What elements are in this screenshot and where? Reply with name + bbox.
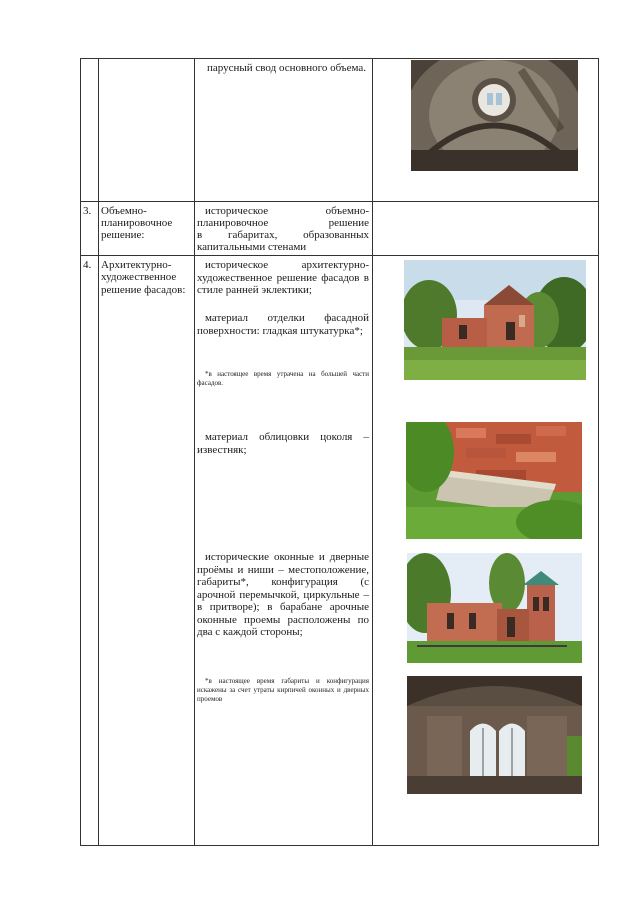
row3-name-line2: планировочное (101, 217, 173, 229)
table-border-left (80, 58, 81, 846)
row3-name-line3: решение: (101, 229, 145, 241)
church-exterior-photo-2 (407, 553, 582, 663)
row4-item-openings: исторические оконные и дверные проёмы и ниши – местоположение, габариты*, конфигурация (с арочной перемычкой, циркульные – в притворе); в барабане арочные оконные проемы расположены по два с каждой стороны; (197, 551, 369, 638)
row4-note-finish: *в настоящее время утрачена на большей части фасадов. (197, 370, 369, 387)
row3-number: 3. (83, 205, 92, 217)
table-border-bottom (80, 845, 599, 846)
column-divider-content (372, 58, 373, 846)
column-divider-name (194, 58, 195, 846)
row4-name-line1: Архитектурно- (101, 259, 172, 271)
row4-note-openings: *в настоящее время габариты и конфигурация искажены за счет утраты кирпичей оконных и дверных проемов (197, 677, 369, 703)
row4-item-finish-material: материал отделки фасадной поверхности: гладкая штукатурка*; (197, 312, 369, 337)
row3-name-line1: Объемно- (101, 205, 147, 217)
row3-content-line4: капитальными стенами (197, 241, 307, 253)
row4-number: 4. (83, 259, 92, 271)
row4-item-plinth-material: материал облицовки цоколя – известняк; (197, 431, 369, 456)
table-border-right (598, 58, 599, 846)
row4-item-facade-style: историческое архитектурно-художественное решение фасадов в стиле ранней эклектики; (197, 259, 369, 296)
row3-content-line1: историческое объемно- (205, 205, 369, 217)
row-divider-4 (80, 255, 599, 256)
column-divider-number (98, 58, 99, 846)
row4-name-line2: художественное (101, 271, 177, 283)
row-divider-3 (80, 201, 599, 202)
row-top-content: парусный свод основного объема. (207, 62, 366, 74)
row3-content-line3: в габаритах, образованных (197, 229, 369, 241)
table-border-top (80, 58, 599, 59)
row3-content-line2: планировочное решение (197, 217, 369, 229)
row4-name-line3: решение фасадов: (101, 284, 186, 296)
interior-windows-photo (407, 676, 582, 794)
church-exterior-photo-1 (404, 260, 586, 380)
limestone-plinth-photo (406, 422, 582, 539)
interior-dome-photo (411, 60, 578, 171)
